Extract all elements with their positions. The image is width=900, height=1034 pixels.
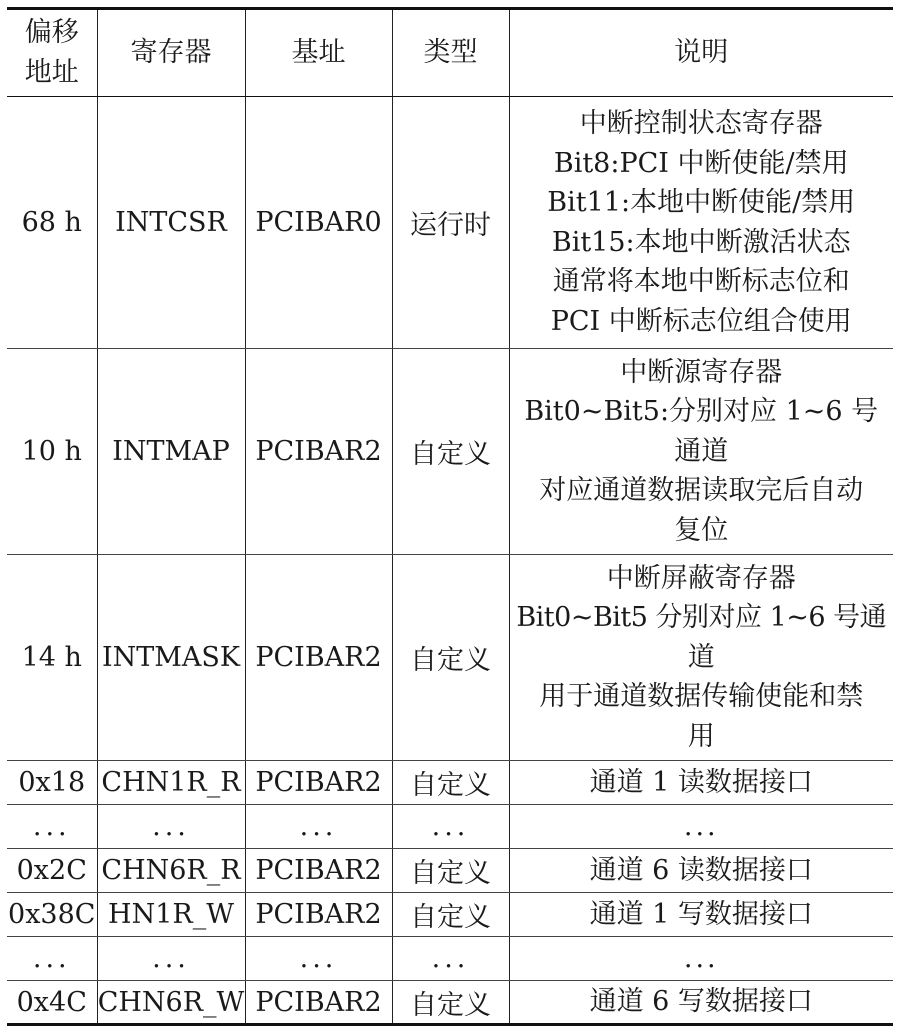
cell-type: 自定义 [392, 349, 509, 555]
cell-register: INTMAP [97, 349, 245, 555]
header-offset-line2: 地址 [24, 57, 79, 88]
cell-description [509, 937, 893, 981]
cell-description [509, 981, 893, 1025]
cell-base: PCIBAR2 [245, 555, 392, 761]
cell-type: 运行时 [392, 97, 509, 349]
cell-base: PCIBAR2 [245, 349, 392, 555]
desc-line: Bit15:本地中断激活状态 [551, 226, 851, 258]
cell-type: 自定义 [392, 981, 509, 1025]
header-description: 说明 [509, 9, 893, 97]
cell-base: PCIBAR2 [245, 981, 392, 1025]
desc-line: 复位 [674, 514, 729, 546]
cell-type: 自定义 [392, 761, 509, 805]
desc-line: 通道 6 读数据接口 [589, 854, 813, 886]
desc-line: ... [683, 942, 719, 974]
cell-description [509, 349, 893, 555]
cell-offset: ... [7, 805, 97, 849]
cell-base: PCIBAR2 [245, 893, 392, 937]
desc-line: 通道 1 读数据接口 [589, 766, 813, 798]
desc-line: Bit11:本地中断使能/禁用 [547, 187, 856, 218]
cell-base: ... [245, 937, 392, 981]
cell-description [509, 555, 893, 761]
cell-base: PCIBAR2 [245, 761, 392, 805]
cell-register: CHN6R_W [97, 981, 245, 1025]
desc-line: 通道 [674, 435, 729, 467]
desc-line: 用于通道数据传输使能和禁 [539, 681, 864, 713]
desc-line: Bit0~Bit5:分别对应 1~6 号 [524, 396, 879, 428]
cell-description [509, 805, 893, 849]
cell-offset: 10 h [7, 349, 97, 555]
desc-line: 中断控制状态寄存器 [579, 108, 823, 139]
table-row [7, 937, 893, 981]
cell-description [509, 849, 893, 893]
desc-line: 中断屏蔽寄存器 [606, 562, 796, 594]
desc-line: 通道 6 写数据接口 [589, 986, 813, 1018]
cell-register: ... [97, 805, 245, 849]
cell-type: 自定义 [392, 555, 509, 761]
cell-offset: 0x4C [7, 981, 97, 1025]
desc-line: 中断源寄存器 [620, 356, 783, 388]
cell-offset: 0x18 [7, 761, 97, 805]
desc-line: 通常将本地中断标志位和 [552, 266, 850, 297]
cell-type: ... [392, 805, 509, 849]
table-row [7, 555, 893, 761]
cell-type: 自定义 [392, 849, 509, 893]
table-row [7, 761, 893, 805]
desc-line: ... [683, 810, 719, 842]
header-row [7, 9, 893, 97]
cell-register: CHN1R_R [97, 761, 245, 805]
cell-offset: 0x38C [7, 893, 97, 937]
cell-base: PCIBAR2 [245, 849, 392, 893]
cell-register: INTCSR [97, 97, 245, 349]
header-offset [7, 9, 97, 97]
desc-line: 用 [687, 720, 715, 752]
cell-register: ... [97, 937, 245, 981]
cell-offset: ... [7, 937, 97, 981]
table-row [7, 349, 893, 555]
cell-type: 自定义 [392, 893, 509, 937]
register-table [7, 7, 893, 1026]
table-row [7, 849, 893, 893]
register-table-container [7, 7, 893, 1026]
cell-offset: 0x2C [7, 849, 97, 893]
cell-offset: 68 h [7, 97, 97, 349]
desc-line: 道 [687, 641, 715, 673]
table-row [7, 805, 893, 849]
cell-description [509, 97, 893, 349]
cell-description [509, 893, 893, 937]
desc-line: Bit0~Bit5 分别对应 1~6 号通 [516, 602, 887, 634]
cell-base: PCIBAR0 [245, 97, 392, 349]
table-row [7, 97, 893, 349]
header-register: 寄存器 [97, 9, 245, 97]
table-row [7, 981, 893, 1025]
header-base: 基址 [245, 9, 392, 97]
desc-line: Bit8:PCI 中断使能/禁用 [553, 147, 849, 179]
cell-base: ... [245, 805, 392, 849]
header-type: 类型 [392, 9, 509, 97]
cell-register: INTMASK [97, 555, 245, 761]
table-row [7, 893, 893, 937]
desc-line: PCI 中断标志位组合使用 [550, 305, 852, 337]
cell-offset: 14 h [7, 555, 97, 761]
cell-register: CHN6R_R [97, 849, 245, 893]
cell-type: ... [392, 937, 509, 981]
header-offset-line1: 偏移 [24, 17, 79, 48]
desc-line: 通道 1 写数据接口 [589, 898, 813, 930]
desc-line: 对应通道数据读取完后自动 [539, 475, 864, 507]
cell-register: HN1R_W [97, 893, 245, 937]
cell-description [509, 761, 893, 805]
